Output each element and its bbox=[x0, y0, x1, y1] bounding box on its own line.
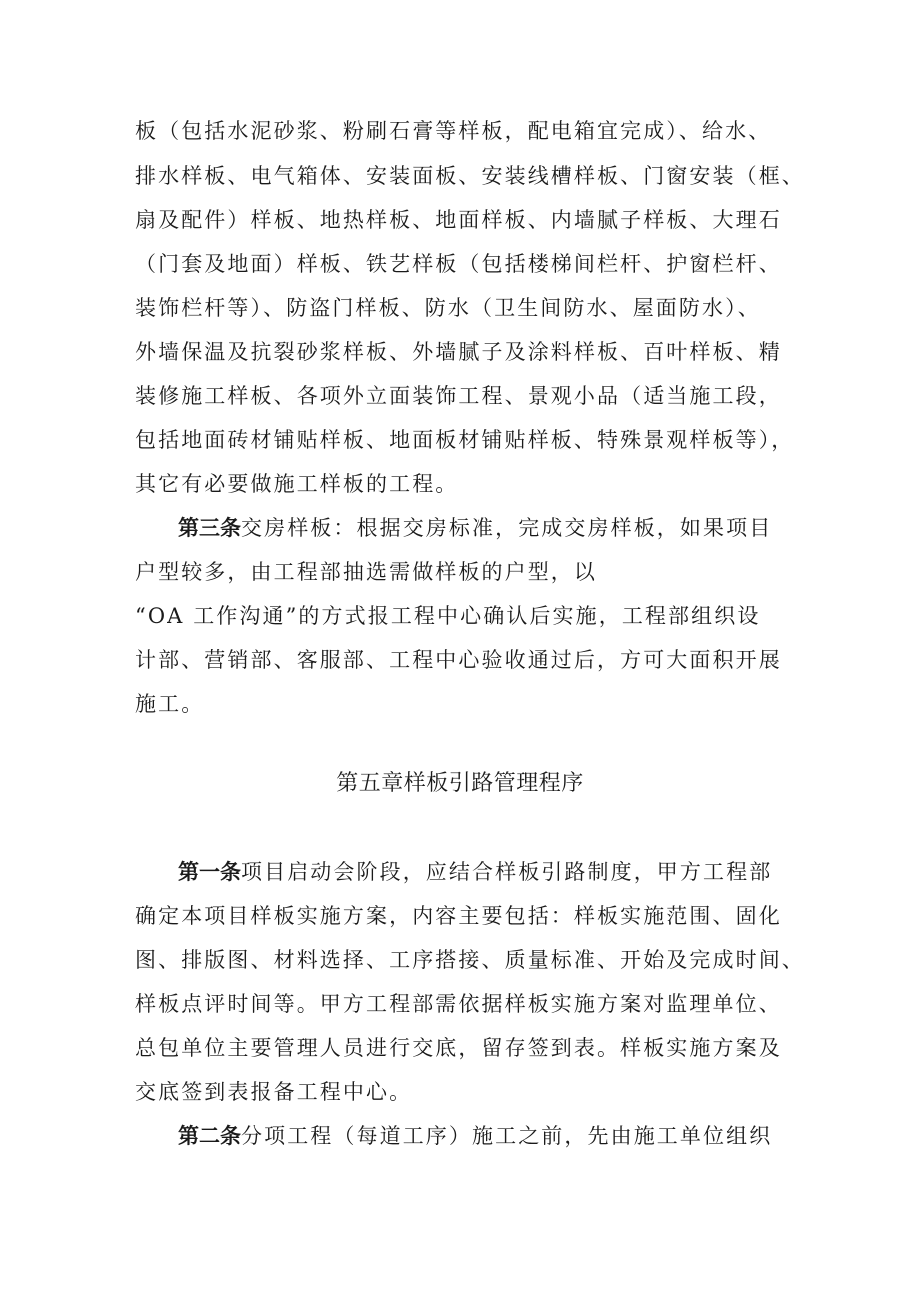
para2-first-text: 交房样板：根据交房标准，完成交房样板，如果项目 bbox=[241, 516, 773, 540]
para1-line-4: （门套及地面）样板、铁艺样板（包括楼梯间栏杆、护窗栏杆、 bbox=[135, 252, 782, 276]
para3-line-6: 交底签到表报备工程中心。 bbox=[135, 1080, 413, 1104]
para3-line-1 bbox=[178, 859, 772, 885]
para1-line-6: 外墙保温及抗裂砂浆样板、外墙腻子及涂料样板、百叶样板、精 bbox=[135, 340, 782, 364]
para1-line-1: 板（包括水泥砂浆、粉刷石膏等样板，配电箱宜完成）、给水、 bbox=[135, 119, 772, 143]
para4-line-1 bbox=[178, 1123, 772, 1149]
para3-line-5: 总包单位主要管理人员进行交底，留存签到表。样板实施方案及 bbox=[135, 1036, 782, 1060]
para2-line-3: “OA 工作沟通”的方式报工程中心确认后实施，工程部组织设 bbox=[135, 604, 761, 628]
para3-first-text: 项目启动会阶段，应结合样板引路制度，甲方工程部 bbox=[241, 860, 773, 884]
article-2-label: 第二条 bbox=[178, 1124, 241, 1148]
para4-first-text: 分项工程（每道工序）施工之前，先由施工单位组织 bbox=[241, 1124, 773, 1148]
para1-line-3: 扇及配件）样板、地热样板、地面样板、内墙腻子样板、大理石 bbox=[135, 208, 782, 232]
article-3-label: 第三条 bbox=[178, 516, 241, 540]
para3-line-3: 图、排版图、材料选择、工序搭接、质量标准、开始及完成时间、 bbox=[135, 948, 805, 972]
para1-line-5: 装饰栏杆等）、防盗门样板、防水（卫生间防水、屋面防水）、 bbox=[135, 296, 761, 320]
para1-line-7: 装修施工样板、各项外立面装饰工程、景观小品（适当施工段， bbox=[135, 384, 782, 408]
article-1-label: 第一条 bbox=[178, 860, 241, 884]
para3-line-4: 样板点评时间等。甲方工程部需依据样板实施方案对监理单位、 bbox=[135, 992, 782, 1016]
para2-line-4: 计部、营销部、客服部、工程中心验收通过后，方可大面积开展 bbox=[135, 648, 782, 672]
para3-line-2: 确定本项目样板实施方案，内容主要包括：样板实施范围、固化 bbox=[135, 904, 782, 928]
para2-line-1 bbox=[178, 515, 772, 541]
para1-line-8: 包括地面砖材铺贴样板、地面板材铺贴样板、特殊景观样板等）， bbox=[135, 428, 795, 452]
para1-line-9: 其它有必要做施工样板的工程。 bbox=[135, 472, 459, 496]
chapter-title: 第五章样板引路管理程序 bbox=[336, 771, 584, 796]
para1-line-2: 排水样板、电气箱体、安装面板、安装线槽样板、门窗安装（框、 bbox=[135, 164, 805, 188]
para2-line-2: 户型较多，由工程部抽选需做样板的户型，以 bbox=[135, 560, 597, 584]
para2-line-5: 施工。 bbox=[135, 692, 205, 716]
